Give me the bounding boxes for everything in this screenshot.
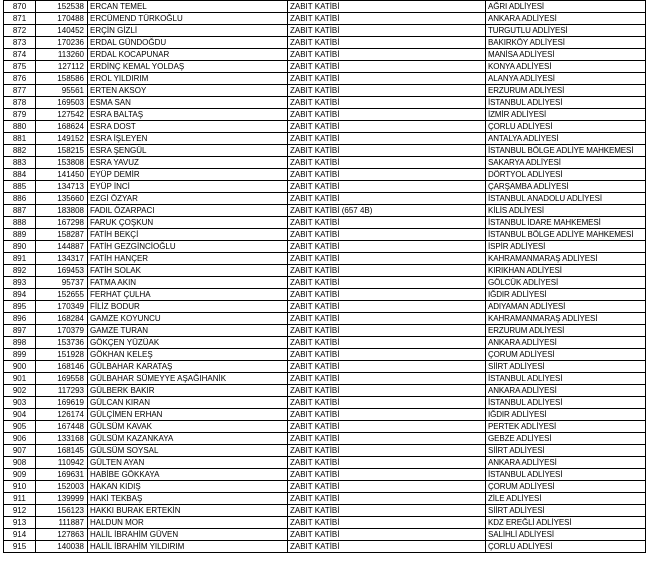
registry-number-cell: 141450: [36, 169, 88, 181]
position-title-cell: ZABIT KATİBİ: [288, 229, 486, 241]
table-row: [4, 385, 646, 397]
table-row: [4, 313, 646, 325]
court-unit-cell: ÇORUM ADLİYESİ: [486, 481, 646, 493]
court-unit-cell: İSTANBUL ADLİYESİ: [486, 469, 646, 481]
full-name-cell: ERÇİN GİZLİ: [88, 25, 288, 37]
registry-number-cell: 169503: [36, 97, 88, 109]
full-name-cell: HALİL İBRAHİM GÜVEN: [88, 529, 288, 541]
position-title-cell: ZABIT KATİBİ: [288, 145, 486, 157]
court-unit-cell: IĞDIR ADLİYESİ: [486, 289, 646, 301]
row-number-cell: 886: [4, 193, 36, 205]
full-name-cell: HALİL İBRAHİM YILDIRIM: [88, 541, 288, 553]
row-number-cell: 879: [4, 109, 36, 121]
court-unit-cell: TURGUTLU ADLİYESİ: [486, 25, 646, 37]
position-title-cell: ZABIT KATİBİ: [288, 313, 486, 325]
full-name-cell: FADIL ÖZARPACI: [88, 205, 288, 217]
row-number-cell: 899: [4, 349, 36, 361]
court-unit-cell: DÖRTYOL ADLİYESİ: [486, 169, 646, 181]
position-title-cell: ZABIT KATİBİ: [288, 25, 486, 37]
registry-number-cell: 153736: [36, 337, 88, 349]
registry-number-cell: 168146: [36, 361, 88, 373]
table-row: [4, 229, 646, 241]
court-unit-cell: KİLİS ADLİYESİ: [486, 205, 646, 217]
court-unit-cell: AĞRI ADLİYESİ: [486, 1, 646, 13]
table-row: [4, 505, 646, 517]
registry-number-cell: 95561: [36, 85, 88, 97]
row-number-cell: 902: [4, 385, 36, 397]
row-number-cell: 889: [4, 229, 36, 241]
registry-number-cell: 152003: [36, 481, 88, 493]
table-row: [4, 13, 646, 25]
row-number-cell: 893: [4, 277, 36, 289]
full-name-cell: HABİBE GÖKKAYA: [88, 469, 288, 481]
row-number-cell: 904: [4, 409, 36, 421]
court-unit-cell: ÇORUM ADLİYESİ: [486, 349, 646, 361]
full-name-cell: ESRA ŞENGÜL: [88, 145, 288, 157]
table-row: [4, 421, 646, 433]
position-title-cell: ZABIT KATİBİ: [288, 457, 486, 469]
registry-number-cell: 127863: [36, 529, 88, 541]
full-name-cell: GÜLBAHAR SÜMEYYE AŞAĞIHANİK: [88, 373, 288, 385]
position-title-cell: ZABIT KATİBİ: [288, 505, 486, 517]
row-number-cell: 901: [4, 373, 36, 385]
registry-number-cell: 140452: [36, 25, 88, 37]
court-unit-cell: İSPİR ADLİYESİ: [486, 241, 646, 253]
registry-number-cell: 113260: [36, 49, 88, 61]
table-row: [4, 241, 646, 253]
personnel-table-body: [4, 1, 646, 553]
full-name-cell: ESRA YAVUZ: [88, 157, 288, 169]
registry-number-cell: 169558: [36, 373, 88, 385]
row-number-cell: 888: [4, 217, 36, 229]
table-row: [4, 1, 646, 13]
full-name-cell: GAMZE TURAN: [88, 325, 288, 337]
table-row: [4, 253, 646, 265]
registry-number-cell: 139999: [36, 493, 88, 505]
full-name-cell: GÜLBAHAR KARATAŞ: [88, 361, 288, 373]
full-name-cell: EZGİ ÖZYAR: [88, 193, 288, 205]
registry-number-cell: 168624: [36, 121, 88, 133]
row-number-cell: 874: [4, 49, 36, 61]
row-number-cell: 900: [4, 361, 36, 373]
full-name-cell: FERHAT ÇULHA: [88, 289, 288, 301]
table-row: [4, 121, 646, 133]
court-unit-cell: ERZURUM ADLİYESİ: [486, 325, 646, 337]
full-name-cell: ERDİNÇ KEMAL YOLDAŞ: [88, 61, 288, 73]
full-name-cell: FATMA AKIN: [88, 277, 288, 289]
court-unit-cell: İSTANBUL ANADOLU ADLİYESİ: [486, 193, 646, 205]
row-number-cell: 907: [4, 445, 36, 457]
full-name-cell: ERCAN TEMEL: [88, 1, 288, 13]
table-row: [4, 49, 646, 61]
row-number-cell: 903: [4, 397, 36, 409]
registry-number-cell: 170379: [36, 325, 88, 337]
table-row: [4, 61, 646, 73]
table-row: [4, 301, 646, 313]
table-row: [4, 349, 646, 361]
table-row: [4, 109, 646, 121]
court-unit-cell: KAHRAMANMARAŞ ADLİYESİ: [486, 313, 646, 325]
full-name-cell: ERCÜMEND TÜRKOĞLU: [88, 13, 288, 25]
row-number-cell: 898: [4, 337, 36, 349]
table-row: [4, 529, 646, 541]
table-row: [4, 433, 646, 445]
position-title-cell: ZABIT KATİBİ: [288, 421, 486, 433]
full-name-cell: FATİH HANÇER: [88, 253, 288, 265]
table-row: [4, 409, 646, 421]
position-title-cell: ZABIT KATİBİ: [288, 409, 486, 421]
full-name-cell: GÜLTEN AYAN: [88, 457, 288, 469]
full-name-cell: GÜLSÜM KAZANKAYA: [88, 433, 288, 445]
registry-number-cell: 135660: [36, 193, 88, 205]
row-number-cell: 871: [4, 13, 36, 25]
court-unit-cell: İSTANBUL ADLİYESİ: [486, 373, 646, 385]
table-row: [4, 517, 646, 529]
court-unit-cell: KONYA ADLİYESİ: [486, 61, 646, 73]
court-unit-cell: ZİLE ADLİYESİ: [486, 493, 646, 505]
row-number-cell: 885: [4, 181, 36, 193]
position-title-cell: ZABIT KATİBİ: [288, 289, 486, 301]
table-row: [4, 145, 646, 157]
full-name-cell: GÖKHAN KELEŞ: [88, 349, 288, 361]
registry-number-cell: 169453: [36, 265, 88, 277]
position-title-cell: ZABIT KATİBİ: [288, 337, 486, 349]
row-number-cell: 891: [4, 253, 36, 265]
registry-number-cell: 169619: [36, 397, 88, 409]
row-number-cell: 910: [4, 481, 36, 493]
registry-number-cell: 149152: [36, 133, 88, 145]
court-unit-cell: ANKARA ADLİYESİ: [486, 385, 646, 397]
table-row: [4, 457, 646, 469]
registry-number-cell: 170488: [36, 13, 88, 25]
full-name-cell: ERTEN AKSOY: [88, 85, 288, 97]
position-title-cell: ZABIT KATİBİ: [288, 85, 486, 97]
row-number-cell: 882: [4, 145, 36, 157]
court-unit-cell: GEBZE ADLİYESİ: [486, 433, 646, 445]
table-row: [4, 205, 646, 217]
registry-number-cell: 134713: [36, 181, 88, 193]
personnel-table: [3, 0, 646, 553]
table-row: [4, 397, 646, 409]
position-title-cell: ZABIT KATİBİ: [288, 157, 486, 169]
court-unit-cell: İSTANBUL ADLİYESİ: [486, 97, 646, 109]
table-row: [4, 493, 646, 505]
table-row: [4, 445, 646, 457]
row-number-cell: 908: [4, 457, 36, 469]
position-title-cell: ZABIT KATİBİ: [288, 349, 486, 361]
registry-number-cell: 158287: [36, 229, 88, 241]
court-unit-cell: ADIYAMAN ADLİYESİ: [486, 301, 646, 313]
row-number-cell: 890: [4, 241, 36, 253]
position-title-cell: ZABIT KATİBİ: [288, 97, 486, 109]
full-name-cell: HAKAN KIDIŞ: [88, 481, 288, 493]
table-row: [4, 217, 646, 229]
row-number-cell: 870: [4, 1, 36, 13]
full-name-cell: ERDAL KOCAPUNAR: [88, 49, 288, 61]
row-number-cell: 877: [4, 85, 36, 97]
row-number-cell: 909: [4, 469, 36, 481]
full-name-cell: GÜLSÜM SOYSAL: [88, 445, 288, 457]
court-unit-cell: İSTANBUL ADLİYESİ: [486, 397, 646, 409]
row-number-cell: 913: [4, 517, 36, 529]
court-unit-cell: ÇARŞAMBA ADLİYESİ: [486, 181, 646, 193]
row-number-cell: 883: [4, 157, 36, 169]
position-title-cell: ZABIT KATİBİ: [288, 241, 486, 253]
court-unit-cell: PERTEK ADLİYESİ: [486, 421, 646, 433]
position-title-cell: ZABIT KATİBİ: [288, 373, 486, 385]
table-row: [4, 133, 646, 145]
position-title-cell: ZABIT KATİBİ: [288, 181, 486, 193]
row-number-cell: 897: [4, 325, 36, 337]
position-title-cell: ZABIT KATİBİ: [288, 1, 486, 13]
row-number-cell: 906: [4, 433, 36, 445]
row-number-cell: 884: [4, 169, 36, 181]
registry-number-cell: 152538: [36, 1, 88, 13]
full-name-cell: HALDUN MOR: [88, 517, 288, 529]
registry-number-cell: 144887: [36, 241, 88, 253]
full-name-cell: EROL YILDIRIM: [88, 73, 288, 85]
registry-number-cell: 133168: [36, 433, 88, 445]
row-number-cell: 873: [4, 37, 36, 49]
row-number-cell: 876: [4, 73, 36, 85]
table-row: [4, 97, 646, 109]
position-title-cell: ZABIT KATİBİ: [288, 469, 486, 481]
position-title-cell: ZABIT KATİBİ: [288, 541, 486, 553]
court-unit-cell: ALANYA ADLİYESİ: [486, 73, 646, 85]
row-number-cell: 894: [4, 289, 36, 301]
row-number-cell: 905: [4, 421, 36, 433]
position-title-cell: ZABIT KATİBİ: [288, 385, 486, 397]
table-row: [4, 25, 646, 37]
court-unit-cell: İSTANBUL BÖLGE ADLİYE MAHKEMESİ: [486, 229, 646, 241]
row-number-cell: 892: [4, 265, 36, 277]
row-number-cell: 911: [4, 493, 36, 505]
full-name-cell: FATİH BEKÇİ: [88, 229, 288, 241]
row-number-cell: 881: [4, 133, 36, 145]
row-number-cell: 896: [4, 313, 36, 325]
court-unit-cell: SİİRT ADLİYESİ: [486, 505, 646, 517]
table-row: [4, 325, 646, 337]
position-title-cell: ZABIT KATİBİ: [288, 361, 486, 373]
registry-number-cell: 170236: [36, 37, 88, 49]
registry-number-cell: 95737: [36, 277, 88, 289]
registry-number-cell: 152655: [36, 289, 88, 301]
registry-number-cell: 127112: [36, 61, 88, 73]
table-row: [4, 481, 646, 493]
court-unit-cell: İZMİR ADLİYESİ: [486, 109, 646, 121]
full-name-cell: ESMA SAN: [88, 97, 288, 109]
full-name-cell: EYÜP DEMİR: [88, 169, 288, 181]
position-title-cell: ZABIT KATİBİ: [288, 37, 486, 49]
court-unit-cell: ÇORLU ADLİYESİ: [486, 541, 646, 553]
table-row: [4, 277, 646, 289]
position-title-cell: ZABIT KATİBİ: [288, 73, 486, 85]
position-title-cell: ZABIT KATİBİ: [288, 517, 486, 529]
row-number-cell: 915: [4, 541, 36, 553]
table-row: [4, 193, 646, 205]
registry-number-cell: 156123: [36, 505, 88, 517]
position-title-cell: ZABIT KATİBİ: [288, 277, 486, 289]
full-name-cell: GÜLBERK BAKIR: [88, 385, 288, 397]
registry-number-cell: 151928: [36, 349, 88, 361]
position-title-cell: ZABIT KATİBİ: [288, 445, 486, 457]
table-row: [4, 289, 646, 301]
position-title-cell: ZABIT KATİBİ: [288, 493, 486, 505]
table-row: [4, 157, 646, 169]
registry-number-cell: 158586: [36, 73, 88, 85]
position-title-cell: ZABIT KATİBİ: [288, 265, 486, 277]
position-title-cell: ZABIT KATİBİ: [288, 193, 486, 205]
registry-number-cell: 153808: [36, 157, 88, 169]
registry-number-cell: 168284: [36, 313, 88, 325]
registry-number-cell: 158215: [36, 145, 88, 157]
registry-number-cell: 183808: [36, 205, 88, 217]
position-title-cell: ZABIT KATİBİ: [288, 13, 486, 25]
full-name-cell: HAKKI BURAK ERTEKİN: [88, 505, 288, 517]
court-unit-cell: KAHRAMANMARAŞ ADLİYESİ: [486, 253, 646, 265]
table-row: [4, 373, 646, 385]
table-row: [4, 469, 646, 481]
court-unit-cell: IĞDIR ADLİYESİ: [486, 409, 646, 421]
court-unit-cell: ÇORLU ADLİYESİ: [486, 121, 646, 133]
row-number-cell: 914: [4, 529, 36, 541]
row-number-cell: 872: [4, 25, 36, 37]
court-unit-cell: ANKARA ADLİYESİ: [486, 457, 646, 469]
position-title-cell: ZABIT KATİBİ: [288, 217, 486, 229]
row-number-cell: 895: [4, 301, 36, 313]
court-unit-cell: ANTALYA ADLİYESİ: [486, 133, 646, 145]
table-row: [4, 181, 646, 193]
row-number-cell: 880: [4, 121, 36, 133]
table-row: [4, 85, 646, 97]
position-title-cell: ZABIT KATİBİ: [288, 109, 486, 121]
court-unit-cell: ANKARA ADLİYESİ: [486, 337, 646, 349]
registry-number-cell: 134317: [36, 253, 88, 265]
full-name-cell: GÖKÇEN YÜZÜAK: [88, 337, 288, 349]
full-name-cell: FATİH GEZGİNCİOĞLU: [88, 241, 288, 253]
court-unit-cell: İSTANBUL BÖLGE ADLİYE MAHKEMESİ: [486, 145, 646, 157]
position-title-cell: ZABIT KATİBİ: [288, 49, 486, 61]
court-unit-cell: KDZ EREĞLİ ADLİYESİ: [486, 517, 646, 529]
registry-number-cell: 167298: [36, 217, 88, 229]
court-unit-cell: MANİSA ADLİYESİ: [486, 49, 646, 61]
full-name-cell: GAMZE KOYUNCU: [88, 313, 288, 325]
row-number-cell: 887: [4, 205, 36, 217]
court-unit-cell: SİİRT ADLİYESİ: [486, 361, 646, 373]
registry-number-cell: 110942: [36, 457, 88, 469]
table-row: [4, 265, 646, 277]
full-name-cell: ESRA İŞLEYEN: [88, 133, 288, 145]
table-row: [4, 73, 646, 85]
table-row: [4, 541, 646, 553]
position-title-cell: ZABIT KATİBİ: [288, 253, 486, 265]
full-name-cell: FARUK ÇOŞKUN: [88, 217, 288, 229]
position-title-cell: ZABIT KATİBİ: [288, 433, 486, 445]
full-name-cell: HAKİ TEKBAŞ: [88, 493, 288, 505]
full-name-cell: ESRA BALTAŞ: [88, 109, 288, 121]
full-name-cell: GÜLCAN KIRAN: [88, 397, 288, 409]
position-title-cell: ZABIT KATİBİ: [288, 169, 486, 181]
full-name-cell: ERDAL GÜNDOĞDU: [88, 37, 288, 49]
court-unit-cell: GÖLCÜK ADLİYESİ: [486, 277, 646, 289]
table-row: [4, 169, 646, 181]
registry-number-cell: 167448: [36, 421, 88, 433]
position-title-cell: ZABIT KATİBİ: [288, 325, 486, 337]
registry-number-cell: 170349: [36, 301, 88, 313]
registry-number-cell: 168145: [36, 445, 88, 457]
position-title-cell: ZABIT KATİBİ: [288, 529, 486, 541]
court-unit-cell: SAKARYA ADLİYESİ: [486, 157, 646, 169]
table-row: [4, 361, 646, 373]
registry-number-cell: 127542: [36, 109, 88, 121]
row-number-cell: 912: [4, 505, 36, 517]
full-name-cell: ESRA DOST: [88, 121, 288, 133]
position-title-cell: ZABIT KATİBİ: [288, 61, 486, 73]
registry-number-cell: 111887: [36, 517, 88, 529]
court-unit-cell: ERZURUM ADLİYESİ: [486, 85, 646, 97]
court-unit-cell: İSTANBUL İDARE MAHKEMESİ: [486, 217, 646, 229]
court-unit-cell: KIRIKHAN ADLİYESİ: [486, 265, 646, 277]
full-name-cell: FATİH SOLAK: [88, 265, 288, 277]
position-title-cell: ZABIT KATİBİ: [288, 133, 486, 145]
full-name-cell: FİLİZ BODUR: [88, 301, 288, 313]
position-title-cell: ZABIT KATİBİ (657 4B): [288, 205, 486, 217]
registry-number-cell: 169631: [36, 469, 88, 481]
registry-number-cell: 117293: [36, 385, 88, 397]
full-name-cell: EYÜP İNCİ: [88, 181, 288, 193]
table-row: [4, 37, 646, 49]
position-title-cell: ZABIT KATİBİ: [288, 301, 486, 313]
full-name-cell: GÜLSÜM KAVAK: [88, 421, 288, 433]
court-unit-cell: BAKIRKÖY ADLİYESİ: [486, 37, 646, 49]
table-row: [4, 337, 646, 349]
row-number-cell: 875: [4, 61, 36, 73]
registry-number-cell: 126174: [36, 409, 88, 421]
court-unit-cell: ANKARA ADLİYESİ: [486, 13, 646, 25]
registry-number-cell: 140038: [36, 541, 88, 553]
position-title-cell: ZABIT KATİBİ: [288, 397, 486, 409]
full-name-cell: GÜLÇİMEN ERHAN: [88, 409, 288, 421]
court-unit-cell: SALİHLİ ADLİYESİ: [486, 529, 646, 541]
court-unit-cell: SİİRT ADLİYESİ: [486, 445, 646, 457]
position-title-cell: ZABIT KATİBİ: [288, 121, 486, 133]
row-number-cell: 878: [4, 97, 36, 109]
position-title-cell: ZABIT KATİBİ: [288, 481, 486, 493]
